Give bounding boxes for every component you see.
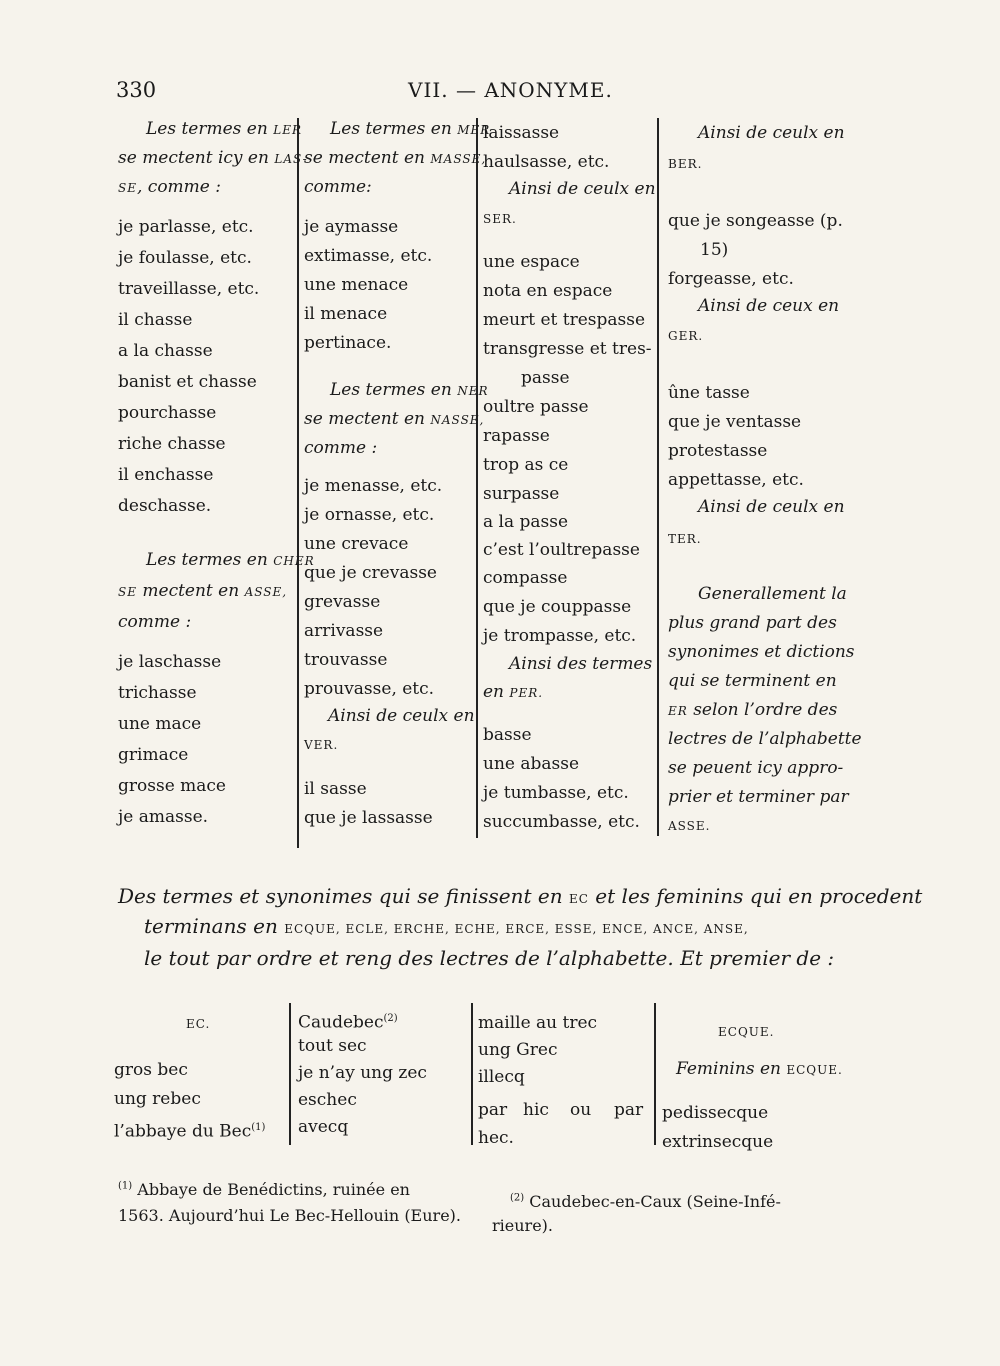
column-label: ECQUE. (718, 1025, 775, 1039)
list-item: je n’ay ung zec (298, 1063, 427, 1083)
general-line: qui se terminent en (668, 671, 837, 691)
list-item: une espace (483, 252, 580, 272)
list-item: prouvasse, etc. (304, 679, 435, 699)
list-item: une crevace (304, 534, 409, 554)
list-item: par (614, 1100, 644, 1120)
list-item: succumbasse, etc. (483, 812, 640, 832)
list-item: compasse (483, 568, 568, 588)
column-label: EC. (186, 1017, 211, 1031)
list-item: riche chasse (118, 434, 226, 454)
list-item: meurt et trespasse (483, 310, 646, 330)
intro-line: se mectent icy en LAS- (118, 148, 308, 168)
list-item: oultre passe (483, 397, 589, 417)
list-item: que je crevasse (304, 563, 437, 583)
list-item: ûne tasse (668, 383, 750, 403)
list-item: ou (570, 1100, 592, 1120)
general-line: synonimes et dictions (668, 642, 855, 662)
list-item: passe (521, 368, 570, 388)
list-item: maille au trec (478, 1013, 598, 1033)
general-line: Generallement la (698, 584, 847, 604)
column-rule (471, 1003, 473, 1145)
column-rule (297, 118, 299, 848)
general-line: ER selon l’ordre des (668, 700, 838, 720)
list-item: forgeasse, etc. (668, 269, 794, 289)
list-item: extrinsecque (662, 1132, 774, 1152)
general-line: plus grand part des (668, 613, 837, 633)
list-item: il enchasse (118, 465, 214, 485)
column-rule (654, 1003, 656, 1145)
list-item: je parlasse, etc. (118, 217, 254, 237)
section-heading-line: terminans en ECQUE, ECLE, ERCHE, ECHE, ERCE, ESSE, ENCE, ANCE, ANSE, (144, 914, 749, 938)
intro-line: comme: (304, 177, 372, 197)
list-item: grevasse (304, 592, 381, 612)
intro-line: GER. (668, 329, 704, 343)
intro-line: Ainsi de ceulx en (509, 179, 656, 199)
intro-line: Ainsi de ceulx en (328, 706, 475, 726)
intro-line: TER. (668, 532, 702, 546)
list-item: l’abbaye du Bec$^{(1)}$ (114, 1121, 266, 1142)
intro-line: se mectent en NASSE, (304, 409, 485, 429)
list-item: hec. (478, 1128, 514, 1148)
footnote-ref[interactable]: (1) (251, 1122, 266, 1133)
list-item: rapasse (483, 426, 550, 446)
intro-line: VER. (304, 738, 339, 752)
list-item: appettasse, etc. (668, 470, 804, 490)
running-title: VII. — ANONYME. (408, 78, 613, 102)
list-item: une menace (304, 275, 409, 295)
list-item: grosse mace (118, 776, 226, 796)
general-line: ASSE. (668, 819, 711, 833)
list-item: une abasse (483, 754, 580, 774)
column-rule (289, 1003, 291, 1145)
intro-line: Les termes en MER (330, 119, 491, 139)
list-item: hic (523, 1100, 549, 1120)
list-item: nota en espace (483, 281, 613, 301)
list-item: deschasse. (118, 496, 212, 516)
list-item: arrivasse (304, 621, 384, 641)
list-item: par (478, 1100, 508, 1120)
intro-line: Les termes en CHER (146, 550, 315, 570)
intro-line: comme : (304, 438, 378, 458)
list-item: basse (483, 725, 532, 745)
section-heading-line: le tout par ordre et reng des lectres de l’alphabette. Et premier de : (144, 946, 835, 970)
footnote-1: $^{(1)}$ Abbaye de Benédictins, ruinée en (118, 1180, 410, 1199)
footnote-1-cont: 1563. Aujourd’hui Le Bec-Hellouin (Eure). (118, 1206, 461, 1225)
list-item: je aymasse (304, 217, 399, 237)
intro-line: SER. (483, 212, 517, 226)
intro-line: Les termes en NER (330, 380, 489, 400)
general-line: lectres de l’alphabette (668, 729, 862, 749)
list-item: que je songeasse (p. (668, 211, 843, 231)
list-item: grimace (118, 745, 189, 765)
intro-line: Les termes en LER (146, 119, 302, 139)
list-item: je amasse. (118, 807, 209, 827)
column-2 (304, 118, 491, 838)
ecque-column (662, 1003, 842, 1153)
footnote-ref[interactable]: (2) (383, 1013, 398, 1024)
ec-column (114, 1003, 286, 1153)
intro-line: se mectent en MASSE, (304, 148, 487, 168)
list-item: gros bec (114, 1060, 188, 1080)
list-item: une mace (118, 714, 202, 734)
list-item: laissasse (483, 123, 560, 143)
list-item: transgresse et tres- (483, 339, 652, 359)
list-item: il sasse (304, 779, 367, 799)
running-header (0, 78, 1000, 108)
column-4 (668, 118, 862, 838)
list-item: je ornasse, etc. (304, 505, 435, 525)
list-item: ung Grec (478, 1040, 558, 1060)
intro-line: Ainsi des termes (509, 654, 653, 674)
list-item: extimasse, etc. (304, 246, 433, 266)
section-heading-line: Des termes et synonimes qui se finissent en EC et les feminins qui en procedent (118, 884, 923, 908)
list-item: trop as ce (483, 455, 569, 475)
list-item: trichasse (118, 683, 197, 703)
general-line: se peuent icy appro- (668, 758, 844, 778)
list-item: il chasse (118, 310, 193, 330)
list-item: je tumbasse, etc. (483, 783, 629, 803)
list-item: avecq (298, 1117, 349, 1137)
list-item: pourchasse (118, 403, 217, 423)
list-item: traveillasse, etc. (118, 279, 260, 299)
footnote-2-cont: rieure). (492, 1216, 553, 1235)
footnote-2: $^{(2)}$ Caudebec-en-Caux (Seine-Infé- (510, 1192, 781, 1211)
list-item: eschec (298, 1090, 357, 1110)
column-rule (476, 118, 478, 838)
intro-line: en PER. (483, 682, 544, 702)
ec-column (298, 1003, 468, 1153)
list-item: haulsasse, etc. (483, 152, 610, 172)
list-item: je menasse, etc. (304, 476, 443, 496)
list-item: trouvasse (304, 650, 388, 670)
list-item: pedissecque (662, 1103, 769, 1123)
intro-line: BER. (668, 157, 703, 171)
list-item: banist et chasse (118, 372, 257, 392)
list-item: que je ventasse (668, 412, 802, 432)
list-item: protestasse (668, 441, 768, 461)
list-item: pertinace. (304, 333, 392, 353)
intro-line: comme : (118, 612, 192, 632)
page-number: 330 (116, 78, 157, 102)
column-3 (483, 118, 655, 838)
list-item: surpasse (483, 484, 560, 504)
list-item: ung rebec (114, 1089, 201, 1109)
list-item: il menace (304, 304, 388, 324)
list-item: c’est l’oultrepasse (483, 540, 640, 560)
list-item: a la passe (483, 512, 569, 532)
intro-line: SE mectent en ASSE, (118, 581, 288, 601)
list-item: tout sec (298, 1036, 367, 1056)
list-item: 15) (700, 240, 729, 260)
list-item: je laschasse (118, 652, 222, 672)
list-item: que je couppasse (483, 597, 632, 617)
intro-line: Feminins en ECQUE. (676, 1059, 843, 1079)
column-1 (118, 118, 315, 838)
column-rule (657, 118, 659, 836)
list-item: a la chasse (118, 341, 213, 361)
ec-column (478, 1003, 650, 1153)
list-item: que je lassasse (304, 808, 433, 828)
list-item: je trompasse, etc. (483, 626, 637, 646)
list-item: je foulasse, etc. (118, 248, 252, 268)
general-line: prier et terminer par (668, 787, 849, 807)
intro-line: Ainsi de ceulx en (698, 497, 845, 517)
list-item: Caudebec$^{(2)}$ (298, 1012, 398, 1033)
intro-line: Ainsi de ceux en (698, 296, 840, 316)
intro-line: Ainsi de ceulx en (698, 123, 845, 143)
list-item: illecq (478, 1067, 525, 1087)
intro-line: SE, comme : (118, 177, 221, 197)
